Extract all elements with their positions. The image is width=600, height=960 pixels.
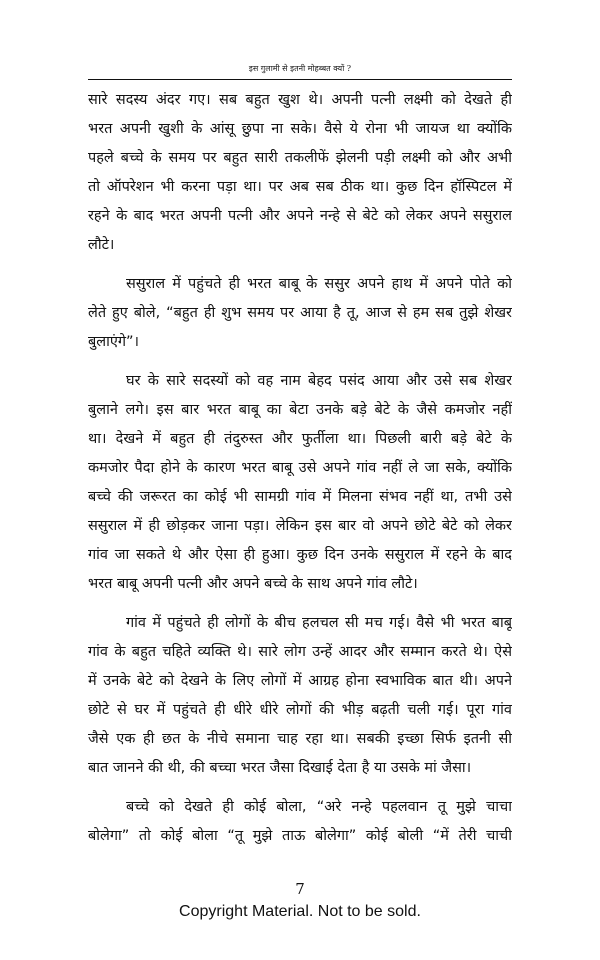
text-line: बच्चे को देखते ही कोई बोला, “अरे नन्हे पहलवान तू मुझे चाचा: [126, 799, 512, 815]
page-number: 7: [295, 880, 305, 898]
text-line: घर के सारे सदस्यों को वह नाम बेहद पसंद आया और उसे सब शेखर: [126, 373, 512, 389]
text-line: बुलाएंगे”।: [88, 334, 140, 350]
text-line: गांव में पहुंचते ही लोगों के बीच हलचल सी मच गई। वैसे भी भरत बाबू: [126, 615, 512, 631]
paragraph-5: [88, 793, 512, 851]
text-line: पहले बच्चे के समय पर बहुत सारी तकलीफें झेलनी पड़ी लक्ष्मी को और अभी: [88, 150, 512, 166]
text-line: बोलेगा” तो कोई बोला “तू मुझे ताऊ बोलेगा” कोई बोली “में तेरी चाची: [88, 828, 512, 844]
text-line: सारे सदस्य अंदर गए। सब बहुत खुश थे। अपनी पत्नी लक्ष्मी को देखते ही: [88, 92, 512, 108]
text-line: लौटे।: [88, 237, 115, 253]
text-line: भरत अपनी खुशी के आंसू छुपा ना सके। वैसे ये रोना भी जायज था क्योंकि: [88, 121, 512, 137]
copyright-notice: Copyright Material. Not to be sold.: [179, 903, 421, 920]
header-rule: [88, 79, 512, 80]
paragraph-2: [88, 270, 512, 357]
text-line: रहने के बाद भरत अपनी पत्नी और अपने नन्हे से बेटे को लेकर अपने ससुराल: [88, 208, 512, 224]
text-line: ससुराल में पहुंचते ही भरत बाबू के ससुर अपने हाथ में अपने पोते को: [126, 276, 512, 292]
text-line: तो ऑपरेशन भी करना पड़ा था। पर अब सब ठीक था। कुछ दिन हॉस्पिटल में: [88, 179, 512, 195]
text-line: बुलाने लगे। इस बार भरत बाबू का बेटा उनके बड़े बेटे के जैसे कमजोर नहीं: [88, 402, 512, 418]
text-line: गांव के बहुत चहिते व्यक्ति थे। सारे लोग उन्हें आदर और सम्मान करते थे। ऐसे: [88, 644, 512, 660]
body-text: [88, 86, 512, 861]
text-line: छोटे से घर में पहुंचते ही धीरे धीरे लोगों की भीड़ बढ़ती चली गई। पूरा गांव: [88, 702, 512, 718]
text-line: बच्चे की जरूरत का कोई भी सामग्री गांव में मिलना संभव नहीं था, तभी उसे: [88, 489, 512, 505]
running-head-title: इस गुलामी से इतनी मोहब्बत क्यों ?: [248, 64, 352, 73]
text-line: गांव जा सकते थे और ऐसा ही हुआ। कुछ दिन उनके ससुराल में रहने के बाद: [88, 547, 512, 563]
text-line: लेते हुए बोले, “बहुत ही शुभ समय पर आया है तू, आज से हम सब तुझे शेखर: [88, 305, 512, 321]
paragraph-3: [88, 367, 512, 599]
text-line: कमजोर पैदा होने के कारण भरत बाबू उसे अपने गांव नहीं ले जा सके, क्योंकि: [88, 460, 512, 476]
text-line: जैसे एक ही छत के नीचे समाना चाह रहा था। सबकी इच्छा सिर्फ इतनी सी: [88, 731, 512, 747]
paragraph-1: [88, 86, 512, 260]
text-line: था। देखने में बहुत ही तंदुरुस्त और फुर्तीला था। पिछली बारी बड़े बेटे के: [88, 431, 512, 447]
text-line: ससुराल में ही छोड़कर जाना पड़ा। लेकिन इस बार वो अपने छोटे बेटे को लेकर: [88, 518, 512, 534]
text-line: भरत बाबू अपनी पत्नी और अपने बच्चे के साथ अपने गांव लौटे।: [88, 576, 418, 592]
paragraph-4: [88, 609, 512, 783]
text-line: बात जानने की थी, की बच्चा भरत जैसा दिखाई देता है या उसके मां जैसा।: [88, 760, 472, 776]
text-line: में उनके बेटे को देखने के लिए लोगों में आग्रह होना स्वभाविक बात थी। अपने: [88, 673, 512, 689]
